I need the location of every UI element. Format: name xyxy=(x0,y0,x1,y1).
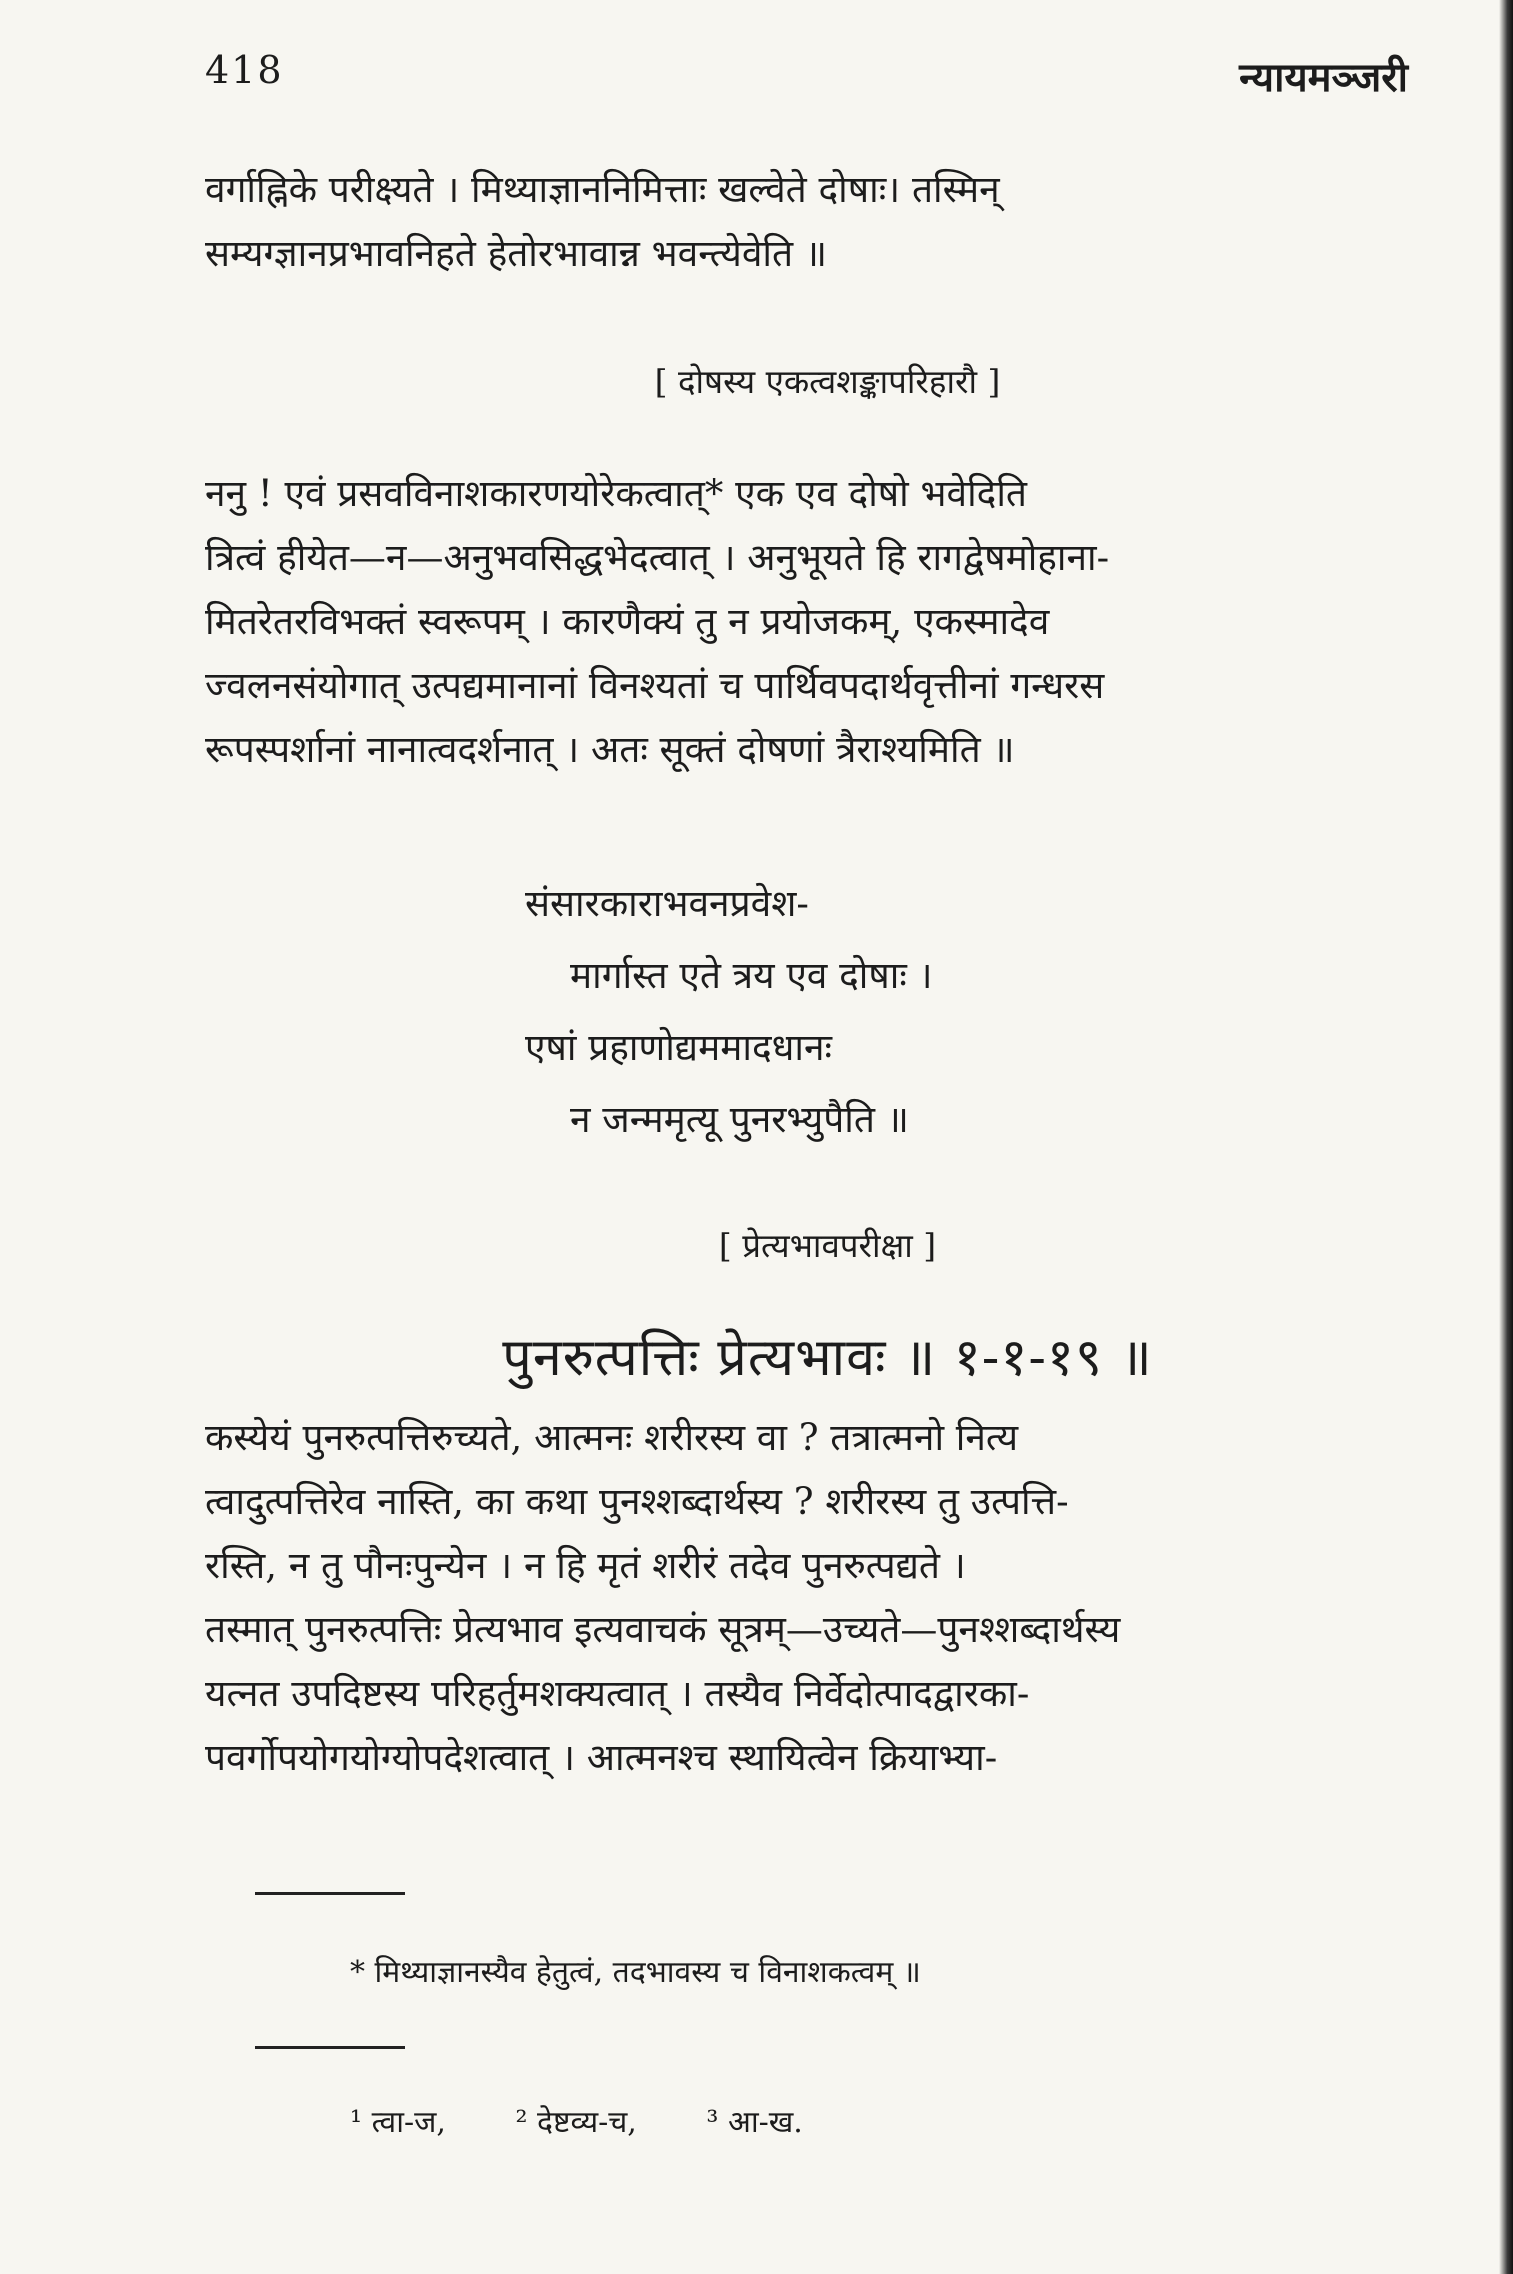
sutra-heading: पुनरुत्पत्तिः प्रेत्यभावः ॥ १-१-१९ ॥ xyxy=(502,1328,1153,1388)
paragraph-2 xyxy=(205,462,1450,782)
text-line: यत्नत उपदिष्टस्य परिहर्तुमशक्यत्वात् । तस्यैव निर्वेदोत्पादद्वारका- xyxy=(205,1672,1030,1715)
text-line: त्वादुत्पत्तिरेव नास्ति, का कथा पुनश्शब्दार्थस्य ? शरीरस्य तु उत्पत्ति- xyxy=(205,1480,1069,1523)
text-line: मितरेतरविभक्तं स्वरूपम् । कारणैक्यं तु न प्रयोजकम्, एकस्मादेव xyxy=(205,600,1050,643)
section-heading-dosha: [ दोषस्य एकत्वशङ्कापरिहारौ ] xyxy=(654,362,1001,401)
text-line: रूपस्पर्शानां नानात्वदर्शनात् । अतः सूक्तं दोषणां त्रैराश्यमिति ॥ xyxy=(205,728,1015,771)
footnote-divider xyxy=(255,1892,405,1895)
verse-line: एषां प्रहाणोद्यममादधानः xyxy=(525,1026,832,1069)
verse-line: न जन्ममृत्यू पुनरभ्युपैति ॥ xyxy=(570,1098,909,1141)
text-line: ननु ! एवं प्रसवविनाशकारणयोरेकत्वात्* एक एव दोषो भवेदिति xyxy=(205,472,1027,515)
text-line: सम्यग्ज्ञानप्रभावनिहते हेतोरभावान्न भवन्त्येवेति ॥ xyxy=(205,232,827,275)
variant-reading: ² देष्टव्य-च, xyxy=(515,2105,637,2140)
verse-line: मार्गास्त एते त्रय एव दोषाः । xyxy=(570,954,933,997)
text-line: त्रित्वं हीयेत—न—अनुभवसिद्धभेदत्वात् । अनुभूयते हि रागद्वेषमोहाना- xyxy=(205,536,1110,579)
text-line: रस्ति, न तु पौनःपुन्येन । न हि मृतं शरीरं तदेव पुनरुत्पद्यते । xyxy=(205,1544,966,1587)
footnote-star: * मिथ्याज्ञानस्यैव हेतुत्वं, तदभावस्य च विनाशकत्वम् ॥ xyxy=(350,1955,921,1990)
text-line: कस्येयं पुनरुत्पत्तिरुच्यते, आत्मनः शरीरस्य वा ? तत्रात्मनो नित्य xyxy=(205,1416,1019,1459)
paragraph-3 xyxy=(205,1406,1450,1790)
running-title: न्यायमञ्जरी xyxy=(1239,54,1408,101)
variant-reading: ¹ त्वा-ज, xyxy=(350,2105,446,2140)
variant-reading: ³ आ-ख. xyxy=(706,2105,803,2140)
page-header xyxy=(205,48,1408,108)
text-line: वर्गाह्निके परीक्ष्यते । मिथ्याज्ञाननिमित्ताः खल्वेते दोषाः। तस्मिन् xyxy=(205,168,1000,211)
section-heading-pretyabhava: [ प्रेत्यभावपरीक्षा ] xyxy=(718,1226,937,1265)
variant-divider xyxy=(255,2046,405,2049)
text-line: पवर्गोपयोगयोग्योपदेशत्वात् । आत्मनश्च स्थायित्वेन क्रियाभ्या- xyxy=(205,1736,998,1779)
verse-line: संसारकाराभवनप्रवेश- xyxy=(525,882,809,925)
paragraph-1 xyxy=(205,158,1450,286)
page-binding-edge xyxy=(1499,0,1513,2274)
verse-block xyxy=(525,868,1225,1156)
page-number: 418 xyxy=(205,48,284,92)
text-line: तस्मात् पुनरुत्पत्तिः प्रेत्यभाव इत्यवाचकं सूत्रम्—उच्यते—पुनश्शब्दार्थस्य xyxy=(205,1608,1121,1651)
text-line: ज्वलनसंयोगात् उत्पद्यमानानां विनश्यतां च पार्थिवपदार्थवृत्तीनां गन्धरस xyxy=(205,664,1105,707)
variant-readings xyxy=(350,2100,863,2141)
